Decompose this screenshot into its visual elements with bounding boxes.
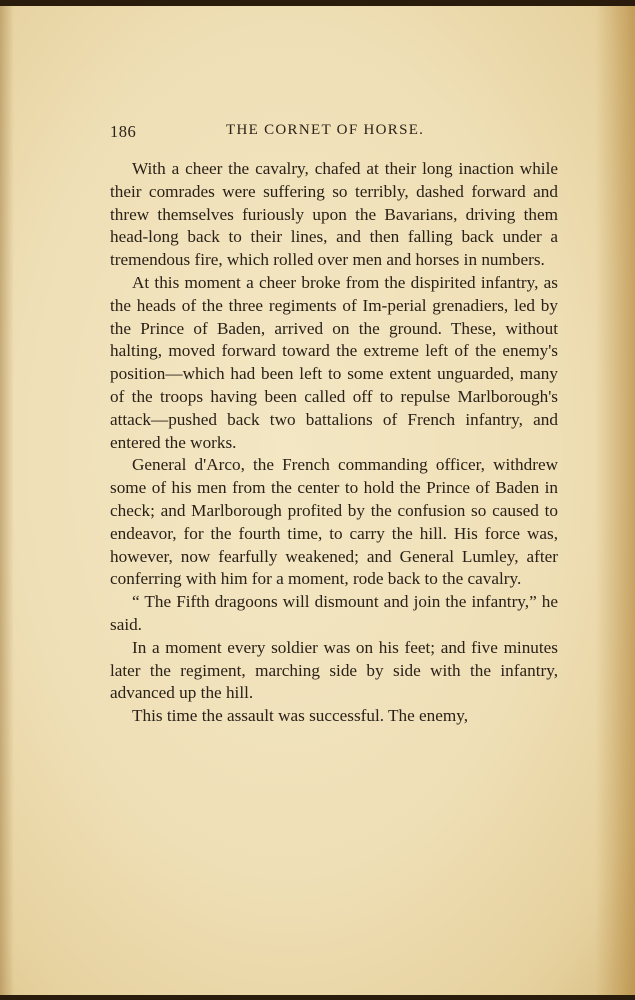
paragraph-regiment-advance: In a moment every soldier was on his feet; and five minutes later the regiment, marching side by side with the infantry, advanced up the hill. <box>110 637 558 703</box>
body-text <box>110 158 558 728</box>
page-number: 186 <box>110 122 137 141</box>
paragraph-cavalry-charge: With a cheer the cavalry, chafed at their long inaction while their comrades were suffering so terribly, dashed forward and threw themselves furiously upon the Bavarians, driving them head-long back to their lines, and then falling back under a tremendous fire, which rolled over men and horses in numbers. <box>110 159 558 270</box>
book-title: THE CORNET OF HORSE. <box>226 122 425 138</box>
running-head <box>110 122 558 146</box>
paragraph-general-darco: General d'Arco, the French commanding officer, withdrew some of his men from the center to hold the Prince of Baden in check; and Marlborough profited by the confusion so caused to endeavor, for the fourth time, to carry the hill. His force was, however, now fearfully weakened; and General Lumley, after conferring with him for a moment, rode back to the cavalry. <box>110 455 558 589</box>
paragraph-assault-success: This time the assault was successful. The enemy, <box>132 706 469 726</box>
paragraph-grenadiers-arrive: At this moment a cheer broke from the dispirited infantry, as the heads of the three regiments of Im-perial grenadiers, led by the Prince of Baden, arrived on the ground. These, without halting, moved forward toward the extreme left of the enemy's position—which had been left to some extent unguarded, many of the troops having been called off to repulse Marlborough's attack—pushed back two battalions of French infantry, and entered the works. <box>110 272 558 452</box>
paragraph-dragoons-order: “ The Fifth dragoons will dismount and join the infantry,” he said. <box>110 592 558 634</box>
